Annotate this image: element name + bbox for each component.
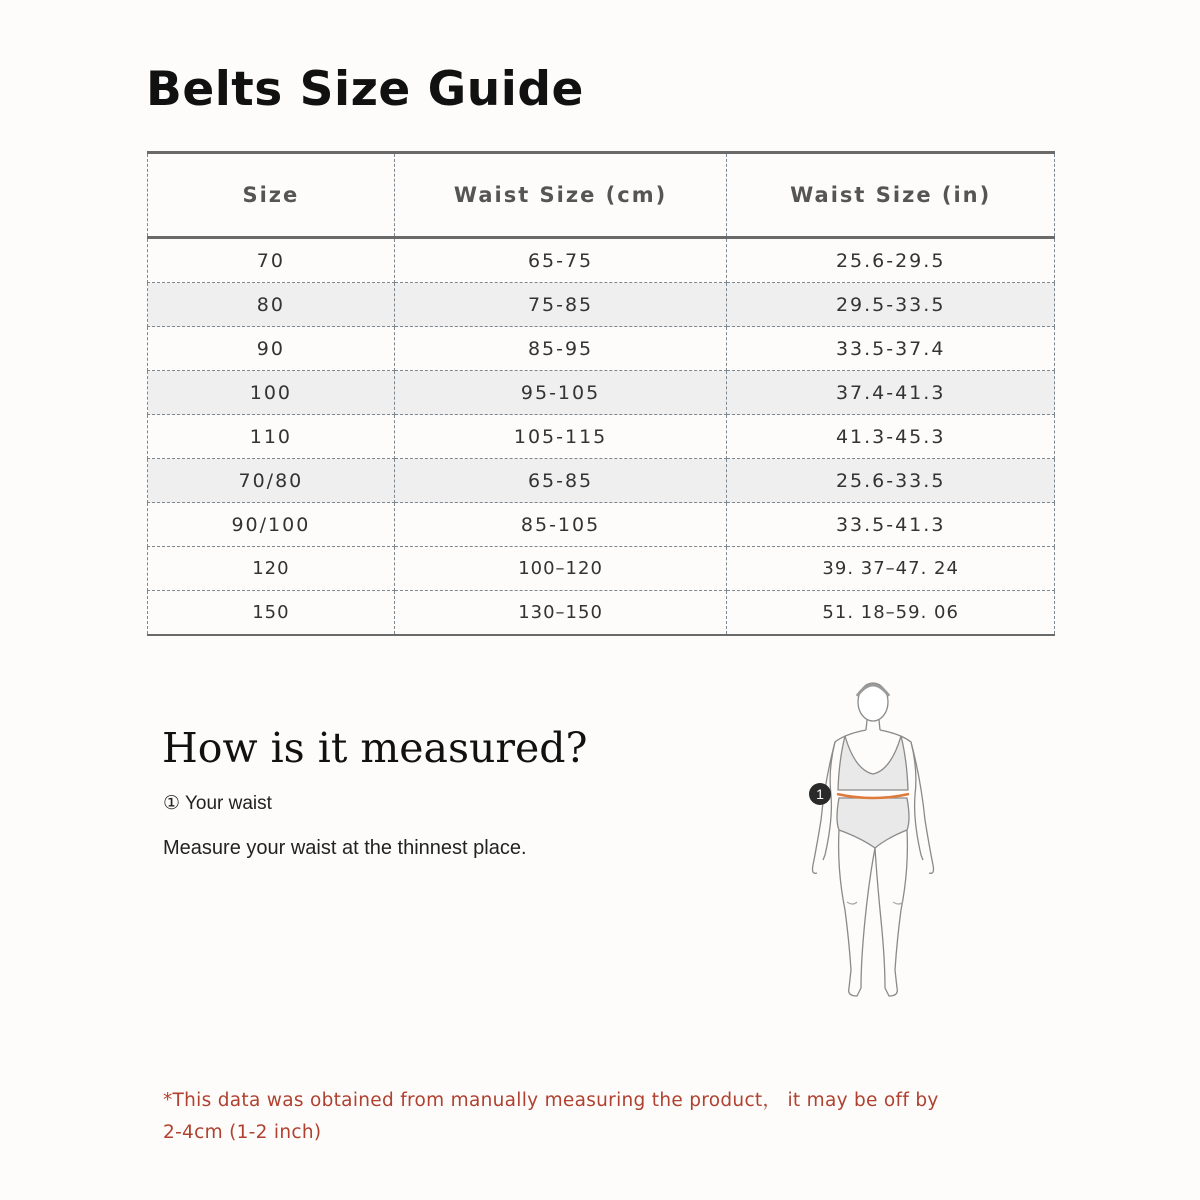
header-waist-in: Waist Size (in)	[727, 153, 1055, 238]
waist-marker-number: 1	[816, 786, 824, 802]
table-row	[148, 547, 1055, 591]
cell-waist-in: 37.4-41.3	[727, 371, 1055, 415]
disclaimer-line-1: *This data was obtained from manually measuring the product， it may be off by	[163, 1090, 939, 1111]
cell-size: 150	[148, 591, 395, 636]
cell-size: 80	[148, 283, 395, 327]
cell-size: 100	[148, 371, 395, 415]
cell-waist-cm: 75-85	[394, 283, 727, 327]
cell-size: 110	[148, 415, 395, 459]
size-table	[147, 151, 1055, 636]
header-size: Size	[148, 153, 395, 238]
header-waist-cm: Waist Size (cm)	[394, 153, 727, 238]
table-row	[148, 238, 1055, 283]
cell-waist-in: 29.5-33.5	[727, 283, 1055, 327]
disclaimer-line-2: 2-4cm (1-2 inch)	[163, 1122, 322, 1143]
cell-waist-cm: 105-115	[394, 415, 727, 459]
cell-size: 90/100	[148, 503, 395, 547]
table-row	[148, 415, 1055, 459]
cell-waist-in: 39. 37–47. 24	[727, 547, 1055, 591]
table-row	[148, 591, 1055, 636]
cell-waist-in: 33.5-41.3	[727, 503, 1055, 547]
cell-size: 70	[148, 238, 395, 283]
cell-waist-cm: 85-105	[394, 503, 727, 547]
cell-waist-cm: 65-75	[394, 238, 727, 283]
cell-waist-in: 33.5-37.4	[727, 327, 1055, 371]
table-row	[148, 503, 1055, 547]
cell-waist-in: 25.6-33.5	[727, 459, 1055, 503]
how-measured-heading: How is it measured?	[162, 724, 588, 772]
cell-waist-cm: 65-85	[394, 459, 727, 503]
table-row	[148, 327, 1055, 371]
table-row	[148, 371, 1055, 415]
cell-waist-cm: 95-105	[394, 371, 727, 415]
cell-waist-cm: 100–120	[394, 547, 727, 591]
table-row	[148, 283, 1055, 327]
cell-size: 90	[148, 327, 395, 371]
table-row	[148, 459, 1055, 503]
cell-waist-cm: 130–150	[394, 591, 727, 636]
measurement-disclaimer	[163, 1085, 1093, 1149]
cell-waist-in: 51. 18–59. 06	[727, 591, 1055, 636]
waist-step-description: Measure your waist at the thinnest place.	[163, 837, 527, 859]
cell-waist-cm: 85-95	[394, 327, 727, 371]
cell-waist-in: 41.3-45.3	[727, 415, 1055, 459]
cell-size: 120	[148, 547, 395, 591]
table-header-row	[148, 153, 1055, 238]
body-measurement-figure	[795, 670, 965, 1010]
cell-size: 70/80	[148, 459, 395, 503]
cell-waist-in: 25.6-29.5	[727, 238, 1055, 283]
waist-step-label: ① Your waist	[163, 793, 272, 814]
page-title: Belts Size Guide	[146, 62, 584, 117]
